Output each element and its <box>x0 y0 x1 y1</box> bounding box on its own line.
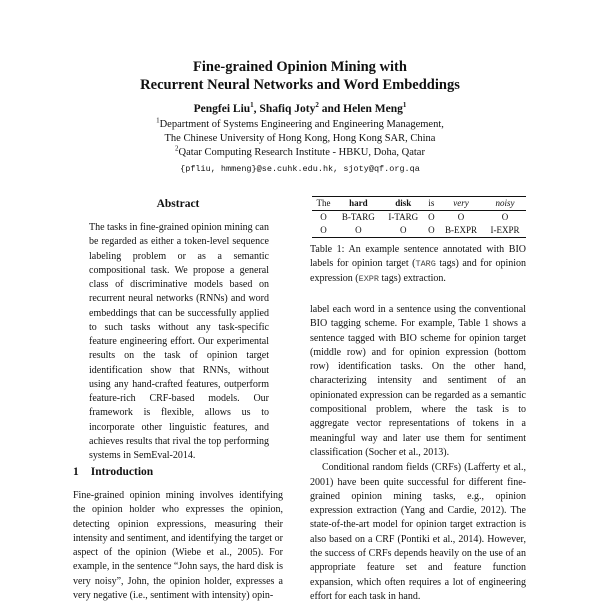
author-2: Shafiq Joty <box>259 103 316 115</box>
body-paragraph-1: label each word in a sentence using the conventional BIO tagging scheme. For example, Table 1 shows a sentence tagged with BIO scheme for opinion target (middle row) and for opinion expression (bottom row) identification tasks. On the other hand, characterizing intensity and sentiment of an opinionated expression can be regarded as a semantic compositional problem, where the task is to aggregate vector representations of tokens in a meaningful way and later use them for sentiment classification (Socher et al., 2013). <box>310 304 526 458</box>
table-row <box>312 224 526 238</box>
author-list: Pengfei Liu$^1$, Shafiq Joty$^2$ and Helen Meng$^1$ <box>193 101 407 115</box>
caption-middle: tags) and for opinion expression ( <box>310 258 526 284</box>
caption-suffix: tags) extraction. <box>379 272 446 284</box>
caption-targ-tag: TARG <box>415 259 436 270</box>
table-cell: O <box>320 225 327 235</box>
table-cell: I-TARG <box>388 212 419 222</box>
table-cell: O <box>399 225 407 235</box>
author-2-affil: 2 <box>315 101 319 110</box>
table-header-cell: disk <box>395 198 412 208</box>
affiliation-1-text: Department of Systems Engineering and Engineering Management, <box>159 119 444 130</box>
affiliation-line-3 <box>0 146 600 160</box>
right-column-text <box>310 303 526 604</box>
table-cell: O <box>428 212 435 222</box>
table-header-cell: is <box>428 198 435 208</box>
section-title: Introduction <box>90 466 154 478</box>
affiliation-line-1 <box>0 118 600 132</box>
table-header-cell: The <box>316 198 331 208</box>
table-caption <box>310 243 526 286</box>
table-cell: B-EXPR <box>445 225 478 235</box>
table-cell: O <box>428 225 435 235</box>
affiliation-2-text: Qatar Computing Research Institute - HBKU, Doha, Qatar <box>178 147 425 158</box>
author-and: and <box>321 103 341 115</box>
caption-expr-tag: EXPR <box>358 273 380 284</box>
table-header-row <box>312 197 526 211</box>
paper-title <box>0 58 600 94</box>
author-1-affil: 1 <box>250 101 254 110</box>
title-line-2: Recurrent Neural Networks and Word Embeddings <box>140 77 460 93</box>
abstract-heading: Abstract <box>156 198 200 210</box>
affiliation-2-mark: 2 <box>175 144 179 153</box>
table-header-cell: hard <box>349 198 368 208</box>
table-header-cell: very <box>453 198 469 208</box>
introduction-text: Fine-grained opinion mining involves identifying the opinion holder who expresses the opinion, detecting opinion expressions, measuring their intensity and sentiment, and identifying the target or aspect of the opinion (Wiebe et al., 2005). For example, in the sentence “John says, the hard disk is very noisy”, John, the opinion holder, expresses a very negative (i.e., sentiment with intensity) opin- <box>73 490 283 602</box>
caption-prefix: Table 1: An example sentence annotated with BIO labels for opinion target ( <box>310 244 526 270</box>
table-cell: O <box>355 225 362 235</box>
affiliations <box>0 118 600 160</box>
body-paragraph-2: Conditional random fields (CRFs) (Lafferty et al., 2001) have been quite successful for different fine-grained opinion mining tasks, e.g., opinion expression extraction (Yang and Cardie, 2012). The state-of-the-art model for opinion target extraction is also based on a CRF (Pontiki et al., 2014). However, the success of CRFs depends heavily on the use of an appropriate feature set and feature function expansion, which often requires a lot of engineering effort for each task in hand. <box>310 462 526 602</box>
table-cell: I-EXPR <box>490 225 520 235</box>
table-cell: O <box>501 212 509 222</box>
affiliation-line-2: The Chinese University of Hong Kong, Hong Kong SAR, China <box>164 133 436 144</box>
author-emails: {pfliu, hmmeng}@se.cuhk.edu.hk, sjoty@qf.org.qa <box>180 164 420 174</box>
author-3: Helen Meng <box>343 103 403 115</box>
abstract-text: The tasks in fine-grained opinion mining can be regarded as either a token-level sequence labeling problem or as a semantic compositional task. We propose a general class of discriminative models based on recurrent neural networks (RNNs) and word embeddings that can be successfully applied to such tasks without any task-specific feature engineering effort. Our experimental results on the task of opinion target identification show that RNNs, without using any hand-crafted features, outperform feature-rich CRF-based models. Our framework is flexible, allows us to incorporate other linguistic features, and achieves results that rival the top performing systems in SemEval-2014. <box>89 222 269 461</box>
title-line-1: Fine-grained Opinion Mining with <box>193 59 407 75</box>
bio-table <box>312 196 526 238</box>
table-cell: B-TARG <box>341 212 375 222</box>
affiliation-1-mark: 1 <box>156 116 160 125</box>
introduction-heading <box>73 466 283 478</box>
table-cell: O <box>457 212 465 222</box>
author-3-affil: 1 <box>402 101 407 110</box>
table-cell: O <box>320 212 327 222</box>
author-1: Pengfei Liu <box>193 103 251 115</box>
table-row <box>312 211 526 225</box>
table-header-cell: noisy <box>495 198 515 208</box>
section-number: 1 <box>73 466 79 478</box>
